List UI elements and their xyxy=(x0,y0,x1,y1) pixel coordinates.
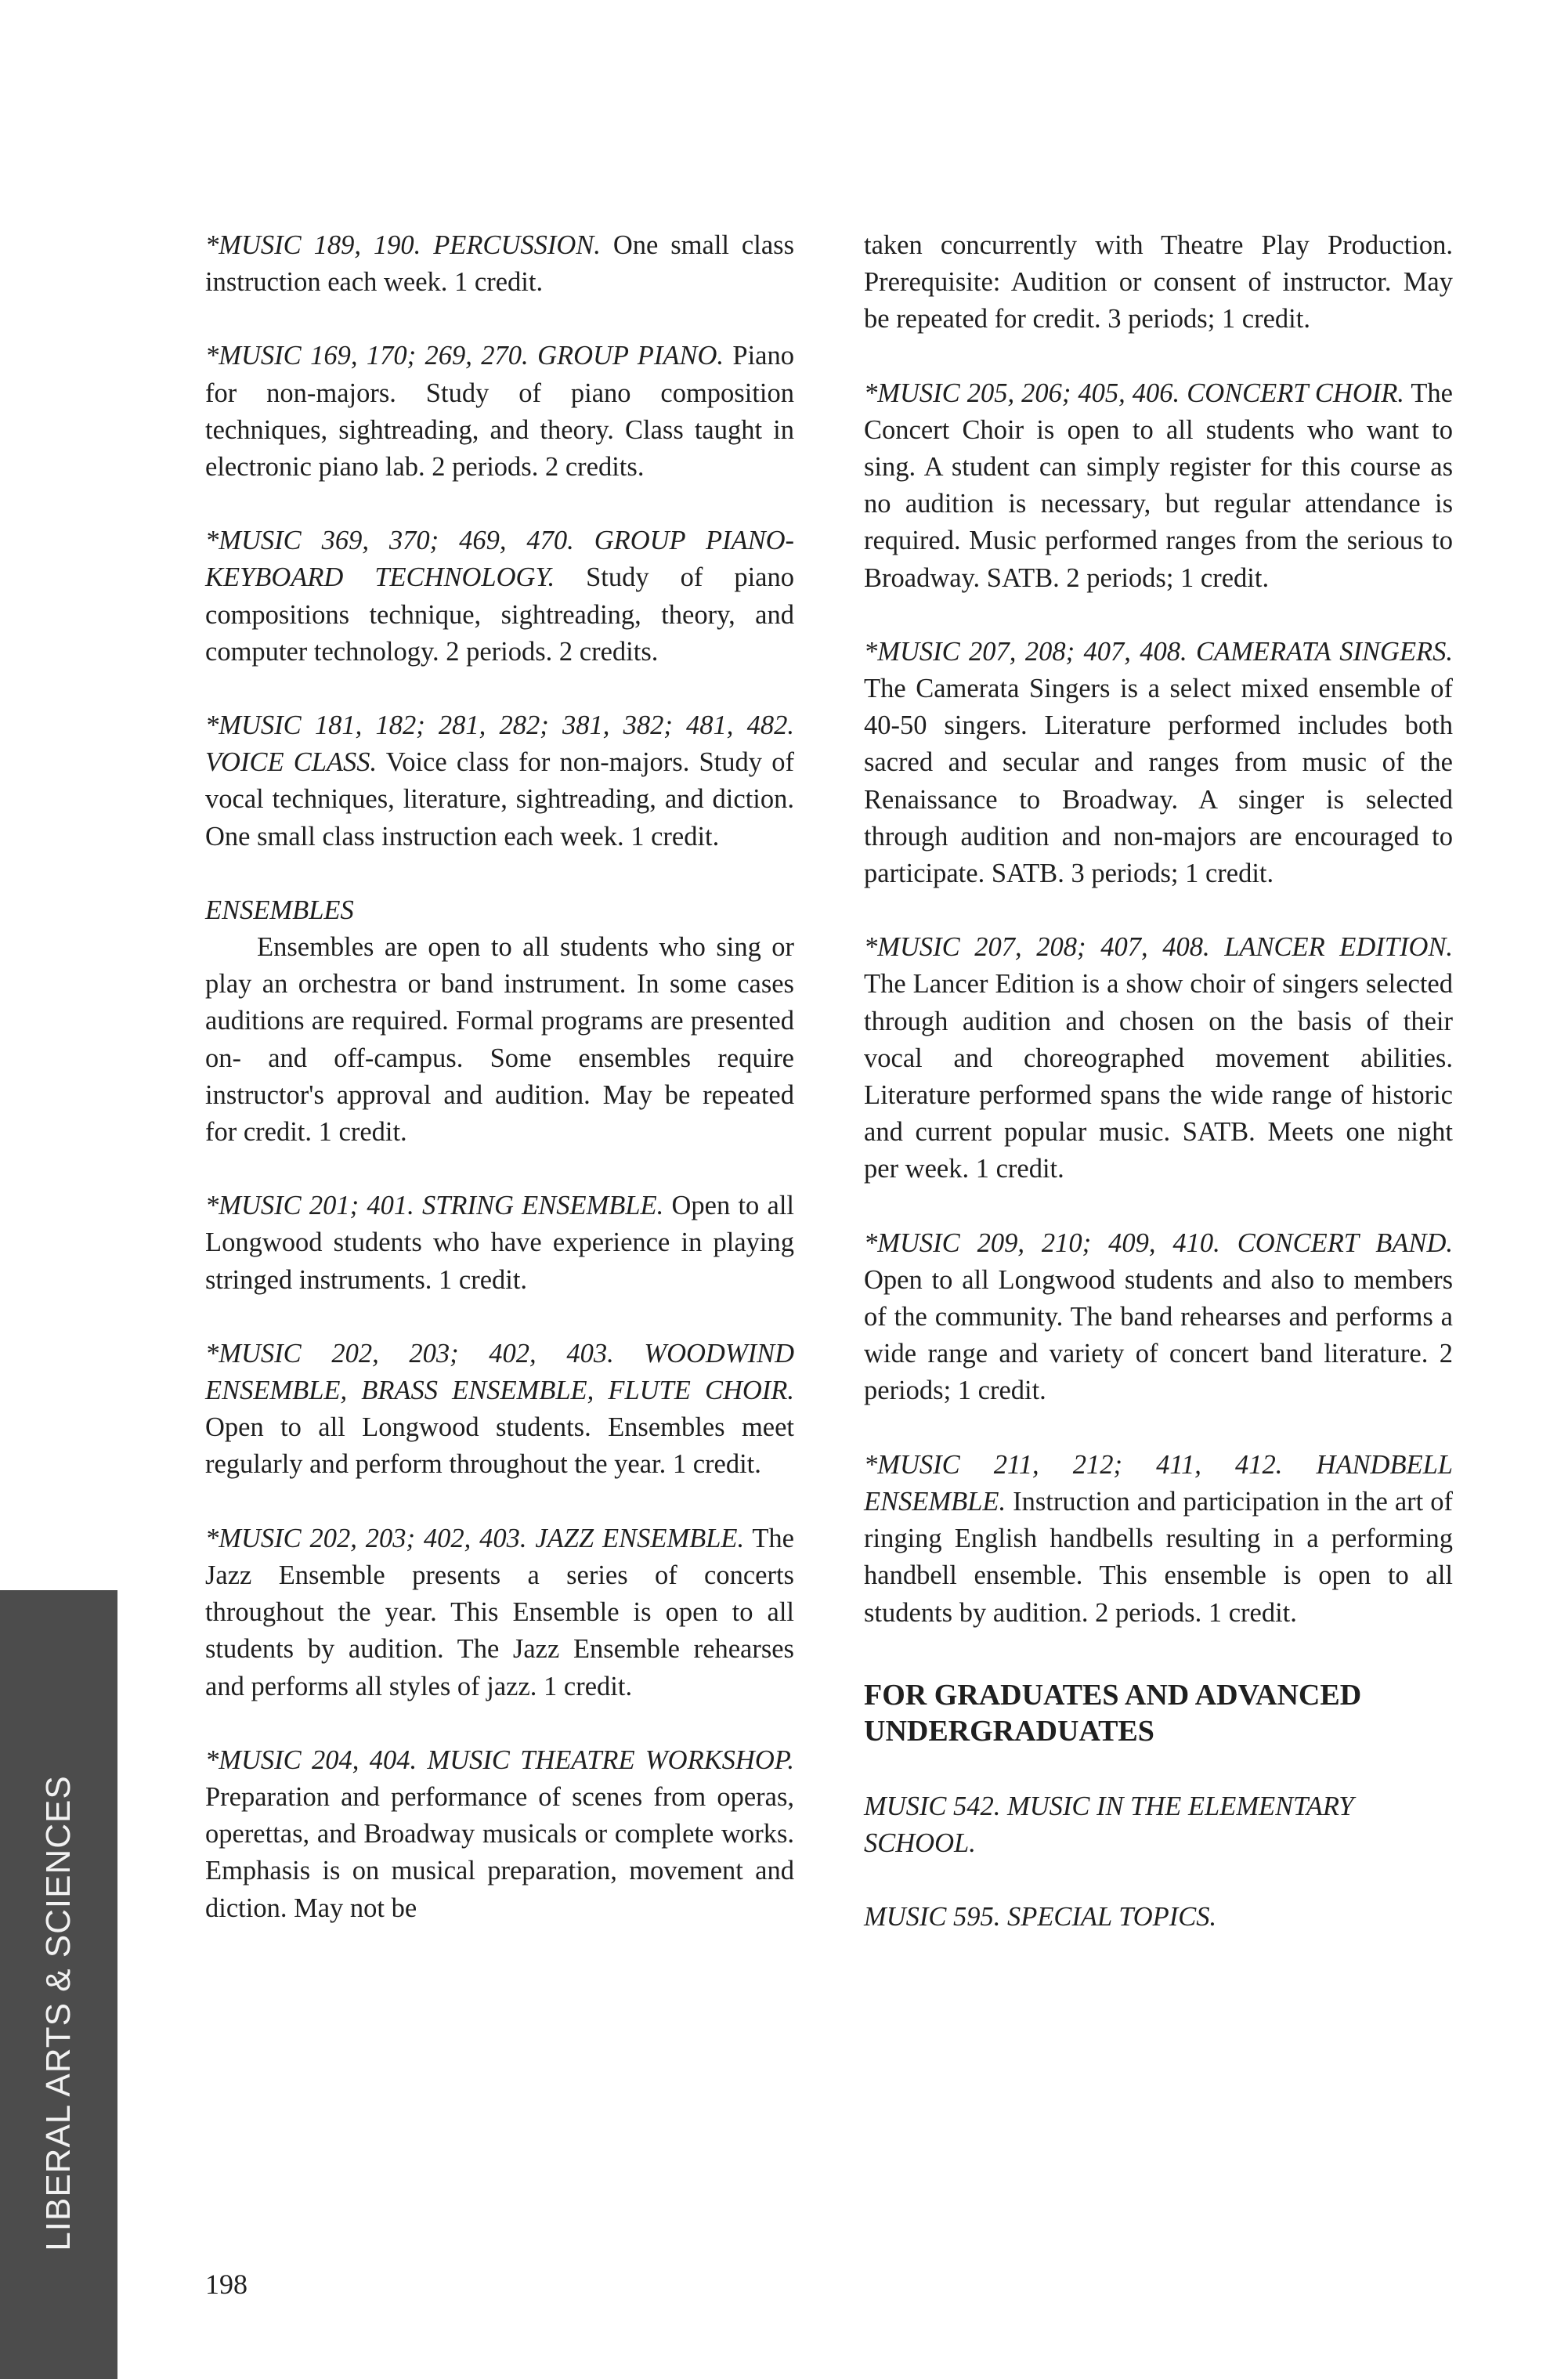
course-entry xyxy=(864,1225,1453,1410)
course-title: *MUSIC 169, 170; 269, 270. GROUP PIANO. xyxy=(205,341,724,371)
course-entry xyxy=(205,338,794,486)
course-description: Instruction and participation in the art of ringing English handbells resulting in a performing handbell ensemble. This ensemble is open to all students by audition. 2 periods. 1 credit. xyxy=(864,1486,1454,1628)
course-entry xyxy=(205,1336,794,1484)
course-description: The Concert Choir is open to all students who want to sing. A student can simply register for this course as no audition is necessary, but regular attendance is required. Music performed ranges from the serious to Broadway. SATB. 2 periods; 1 credit. xyxy=(864,378,1453,593)
graduate-section-heading: FOR GRADUATES AND ADVANCED UNDERGRADUATES xyxy=(864,1678,1362,1748)
course-entry xyxy=(205,1742,794,1927)
ensembles-heading: ENSEMBLES xyxy=(205,895,354,925)
section-side-tab-label: LIBERAL ARTS & SCIENCES xyxy=(39,1775,78,2251)
course-entry xyxy=(205,707,794,855)
continued-text: taken concurrently with Theatre Play Production. Prerequisite: Audition or consent of instructor. May be repeated for credit. 3 periods; 1 credit. xyxy=(864,230,1453,334)
course-description: Open to all Longwood students. Ensembles meet regularly and perform throughout the year. 1 credit. xyxy=(205,1412,794,1480)
course-title: *MUSIC 201; 401. STRING ENSEMBLE. xyxy=(205,1191,664,1221)
course-title: *MUSIC 207, 208; 407, 408. LANCER EDITION. xyxy=(864,932,1453,963)
course-description: One small class instruction each week. 1 credit. xyxy=(205,230,794,298)
course-entry xyxy=(864,375,1453,597)
course-description: Open to all Longwood students who have experience in playing stringed instruments. 1 credit. xyxy=(205,1191,794,1295)
course-entry xyxy=(205,1188,794,1299)
right-column xyxy=(864,227,1453,1972)
graduate-course-title: MUSIC 595. SPECIAL TOPICS. xyxy=(864,1902,1217,1932)
course-title: *MUSIC 202, 203; 402, 403. WOODWIND ENSEMBLE, BRASS ENSEMBLE, FLUTE CHOIR. xyxy=(205,1338,794,1406)
graduate-course-title: MUSIC 542. MUSIC IN THE ELEMENTARY SCHOOL. xyxy=(864,1791,1354,1858)
course-description: The Jazz Ensemble presents a series of concerts throughout the year. This Ensemble is open to all students by audition. The Jazz Ensemble rehearses and performs all styles of jazz. 1 credit. xyxy=(205,1523,794,1701)
course-entry xyxy=(864,929,1453,1188)
course-entry xyxy=(205,1520,794,1705)
course-entry xyxy=(205,522,794,671)
course-entry xyxy=(864,1447,1453,1632)
course-title: *MUSIC 205, 206; 405, 406. CONCERT CHOIR. xyxy=(864,378,1404,408)
course-description: Voice class for non-majors. Study of vocal techniques, literature, sightreading, and diction. One small class instruction each week. 1 credit. xyxy=(205,747,794,851)
ensembles-intro: Ensembles are open to all students who sing or play an orchestra or band instrument. In some cases auditions are required. Formal programs are presented on- and off-campus. Some ensembles require instructor's approval and audition. May be repeated for credit. 1 credit. xyxy=(205,932,794,1148)
course-description: Open to all Longwood students and also to members of the community. The band rehearses and performs a wide range and variety of concert band literature. 2 periods; 1 credit. xyxy=(864,1264,1453,1406)
course-entry xyxy=(205,227,794,301)
course-title: *MUSIC 202, 203; 402, 403. JAZZ ENSEMBLE. xyxy=(205,1523,745,1553)
left-column xyxy=(205,227,794,1964)
course-description: Study of piano compositions technique, sightreading, theory, and computer technology. 2 periods. 2 credits. xyxy=(205,562,794,667)
course-description: The Camerata Singers is a select mixed ensemble of 40-50 singers. Literature performed includes both sacred and secular and ranges from music of the Renaissance to Broadway. A singer is selected through audition and non-majors are encouraged to participate. SATB. 3 periods; 1 credit. xyxy=(864,674,1453,889)
course-description: Piano for non-majors. Study of piano composition techniques, sightreading, and theory. Class taught in electronic piano lab. 2 periods. 2 credits. xyxy=(205,341,794,483)
course-description: The Lancer Edition is a show choir of singers selected through audition and chosen on the basis of their vocal and choreographed movement abilities. Literature performed spans the wide range of historic and current popular music. SATB. Meets one night per week. 1 credit. xyxy=(864,969,1453,1184)
course-title: *MUSIC 209, 210; 409, 410. CONCERT BAND. xyxy=(864,1227,1453,1258)
course-title: *MUSIC 181, 182; 281, 282; 381, 382; 481, 482. VOICE CLASS. xyxy=(205,710,794,778)
course-title: *MUSIC 189, 190. PERCUSSION. xyxy=(205,230,601,260)
course-title: *MUSIC 207, 208; 407, 408. CAMERATA SINGERS. xyxy=(864,636,1453,667)
page-number: 198 xyxy=(205,2269,247,2300)
course-entry xyxy=(864,634,1453,892)
course-description: Preparation and performance of scenes from operas, operettas, and Broadway musicals or complete works. Emphasis is on musical preparation, movement and diction. May not be xyxy=(205,1781,794,1923)
course-title: *MUSIC 204, 404. MUSIC THEATRE WORKSHOP. xyxy=(205,1744,794,1775)
course-title: *MUSIC 211, 212; 411, 412. HANDBELL ENSEMBLE. xyxy=(864,1449,1453,1517)
course-title: *MUSIC 369, 370; 469, 470. GROUP PIANO-KEYBOARD TECHNOLOGY. xyxy=(205,526,794,593)
